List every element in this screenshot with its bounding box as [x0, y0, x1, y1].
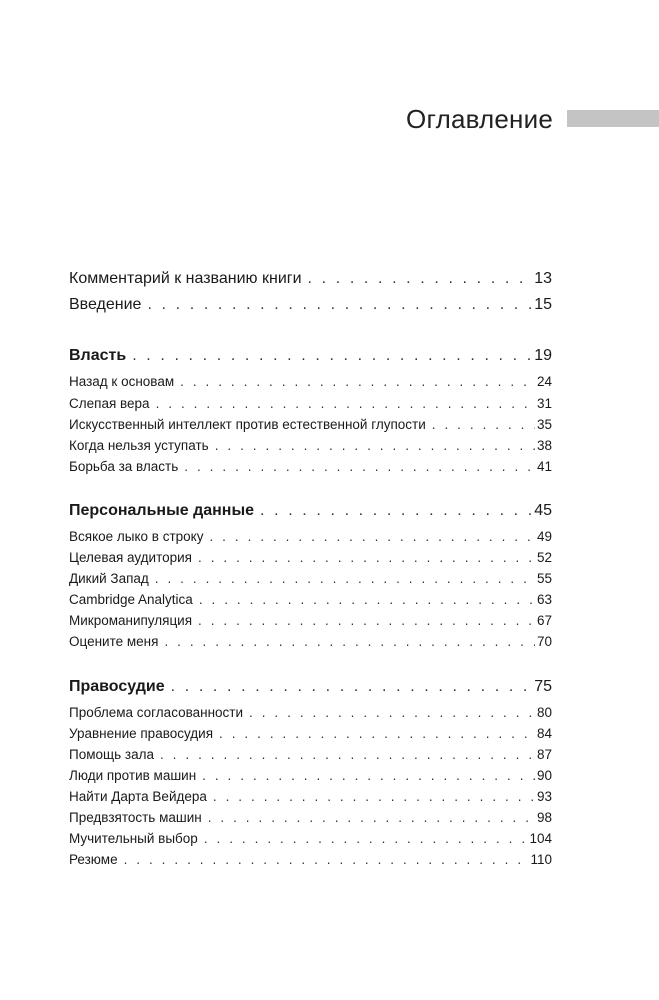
toc-item[interactable] [69, 831, 552, 846]
toc-item-page: 70 [536, 634, 552, 649]
toc-item[interactable] [69, 550, 552, 565]
dot-leader [432, 417, 535, 432]
toc-item-page: 41 [536, 459, 552, 474]
toc-item-page: 110 [530, 852, 552, 867]
dot-leader [132, 347, 532, 365]
toc-item[interactable] [69, 374, 552, 389]
toc-item-page: 63 [536, 592, 552, 607]
toc-item-page: 49 [536, 529, 552, 544]
dot-leader [209, 529, 535, 544]
toc-item-label: Уравнение правосудия [69, 726, 214, 741]
toc-item[interactable] [69, 789, 552, 804]
dot-leader [164, 634, 535, 649]
toc-item-label: Оцените меня [69, 634, 159, 649]
toc-item[interactable] [69, 634, 552, 649]
toc-section-label: Правосудие [69, 678, 165, 695]
toc-item-page: 104 [529, 831, 552, 846]
dot-leader [208, 810, 535, 825]
dot-leader [156, 396, 535, 411]
toc-item-page: 35 [536, 417, 552, 432]
toc-item-label: Дикий Запад [69, 571, 149, 586]
toc-item[interactable] [69, 529, 552, 544]
toc-item-label: Когда нельзя уступать [69, 438, 209, 453]
toc-entry-label: Введение [69, 296, 142, 313]
toc-item[interactable] [69, 810, 552, 825]
toc-item-label: Всякое лыко в строку [69, 529, 204, 544]
page-title: Оглавление [406, 104, 553, 134]
toc-item-page: 24 [536, 374, 552, 389]
toc-item-label: Cambridge Analytica [69, 592, 193, 607]
toc-entry-title-comment[interactable] [69, 270, 552, 288]
toc-section-label: Власть [69, 347, 127, 364]
toc-item-label: Искусственный интеллект против естественной глупости [69, 417, 426, 432]
toc-item-label: Найти Дарта Вейдера [69, 789, 207, 804]
toc-item[interactable] [69, 396, 552, 411]
toc-item-page: 67 [536, 613, 552, 628]
toc-item-page: 55 [536, 571, 552, 586]
dot-leader [202, 768, 535, 783]
toc-item[interactable] [69, 571, 552, 586]
toc-item-page: 87 [536, 747, 552, 762]
toc-item-page: 31 [536, 396, 552, 411]
toc-item-label: Проблема согласованности [69, 705, 244, 720]
toc-entry-introduction[interactable] [69, 296, 552, 314]
toc-section-label: Персональные данные [69, 502, 255, 519]
dot-leader [147, 296, 532, 314]
toc-item-label: Люди против машин [69, 768, 197, 783]
dot-leader [198, 550, 535, 565]
dot-leader [155, 571, 535, 586]
dot-leader [160, 747, 535, 762]
dot-leader [215, 438, 535, 453]
toc-entry-label: Комментарий к названию книги [69, 270, 302, 287]
toc-item-label: Резюме [69, 852, 118, 867]
toc-item-label: Целевая аудитория [69, 550, 192, 565]
toc-item[interactable] [69, 852, 552, 867]
toc-section-justice[interactable] [69, 678, 552, 696]
toc-item-page: 52 [536, 550, 552, 565]
dot-leader [198, 613, 535, 628]
toc-item[interactable] [69, 705, 552, 720]
toc-item-label: Слепая вера [69, 396, 150, 411]
toc-item[interactable] [69, 768, 552, 783]
toc-item[interactable] [69, 459, 552, 474]
toc-section-page: 45 [534, 502, 552, 519]
toc-item[interactable] [69, 747, 552, 762]
dot-leader [180, 374, 535, 389]
toc-item-page: 84 [536, 726, 552, 741]
dot-leader [124, 852, 529, 867]
toc-section-power[interactable] [69, 347, 552, 365]
toc-section-page: 75 [534, 678, 552, 695]
toc-item[interactable] [69, 613, 552, 628]
toc-item-page: 90 [536, 768, 552, 783]
toc-item-page: 98 [536, 810, 552, 825]
toc-item[interactable] [69, 417, 552, 432]
toc-item[interactable] [69, 726, 552, 741]
toc-item-label: Борьба за власть [69, 459, 179, 474]
title-decoration-bar [567, 110, 659, 127]
toc-item-page: 80 [536, 705, 552, 720]
toc-item-label: Мучительный выбор [69, 831, 198, 846]
toc-item-label: Назад к основам [69, 374, 175, 389]
dot-leader [260, 502, 532, 520]
dot-leader [184, 459, 535, 474]
toc-item[interactable] [69, 592, 552, 607]
toc-section-personal-data[interactable] [69, 502, 552, 520]
toc-section-page: 19 [534, 347, 552, 364]
toc-entry-page: 13 [534, 270, 552, 287]
dot-leader [199, 592, 535, 607]
dot-leader [219, 726, 535, 741]
toc-item-label: Предвзятость машин [69, 810, 202, 825]
dot-leader [213, 789, 535, 804]
toc-item[interactable] [69, 438, 552, 453]
dot-leader [171, 678, 533, 696]
toc-item-label: Помощь зала [69, 747, 154, 762]
dot-leader [249, 705, 535, 720]
dot-leader [204, 831, 528, 846]
toc-item-page: 93 [536, 789, 552, 804]
toc-item-page: 38 [536, 438, 552, 453]
dot-leader [308, 270, 533, 288]
toc-item-label: Микроманипуляция [69, 613, 193, 628]
toc-entry-page: 15 [534, 296, 552, 313]
